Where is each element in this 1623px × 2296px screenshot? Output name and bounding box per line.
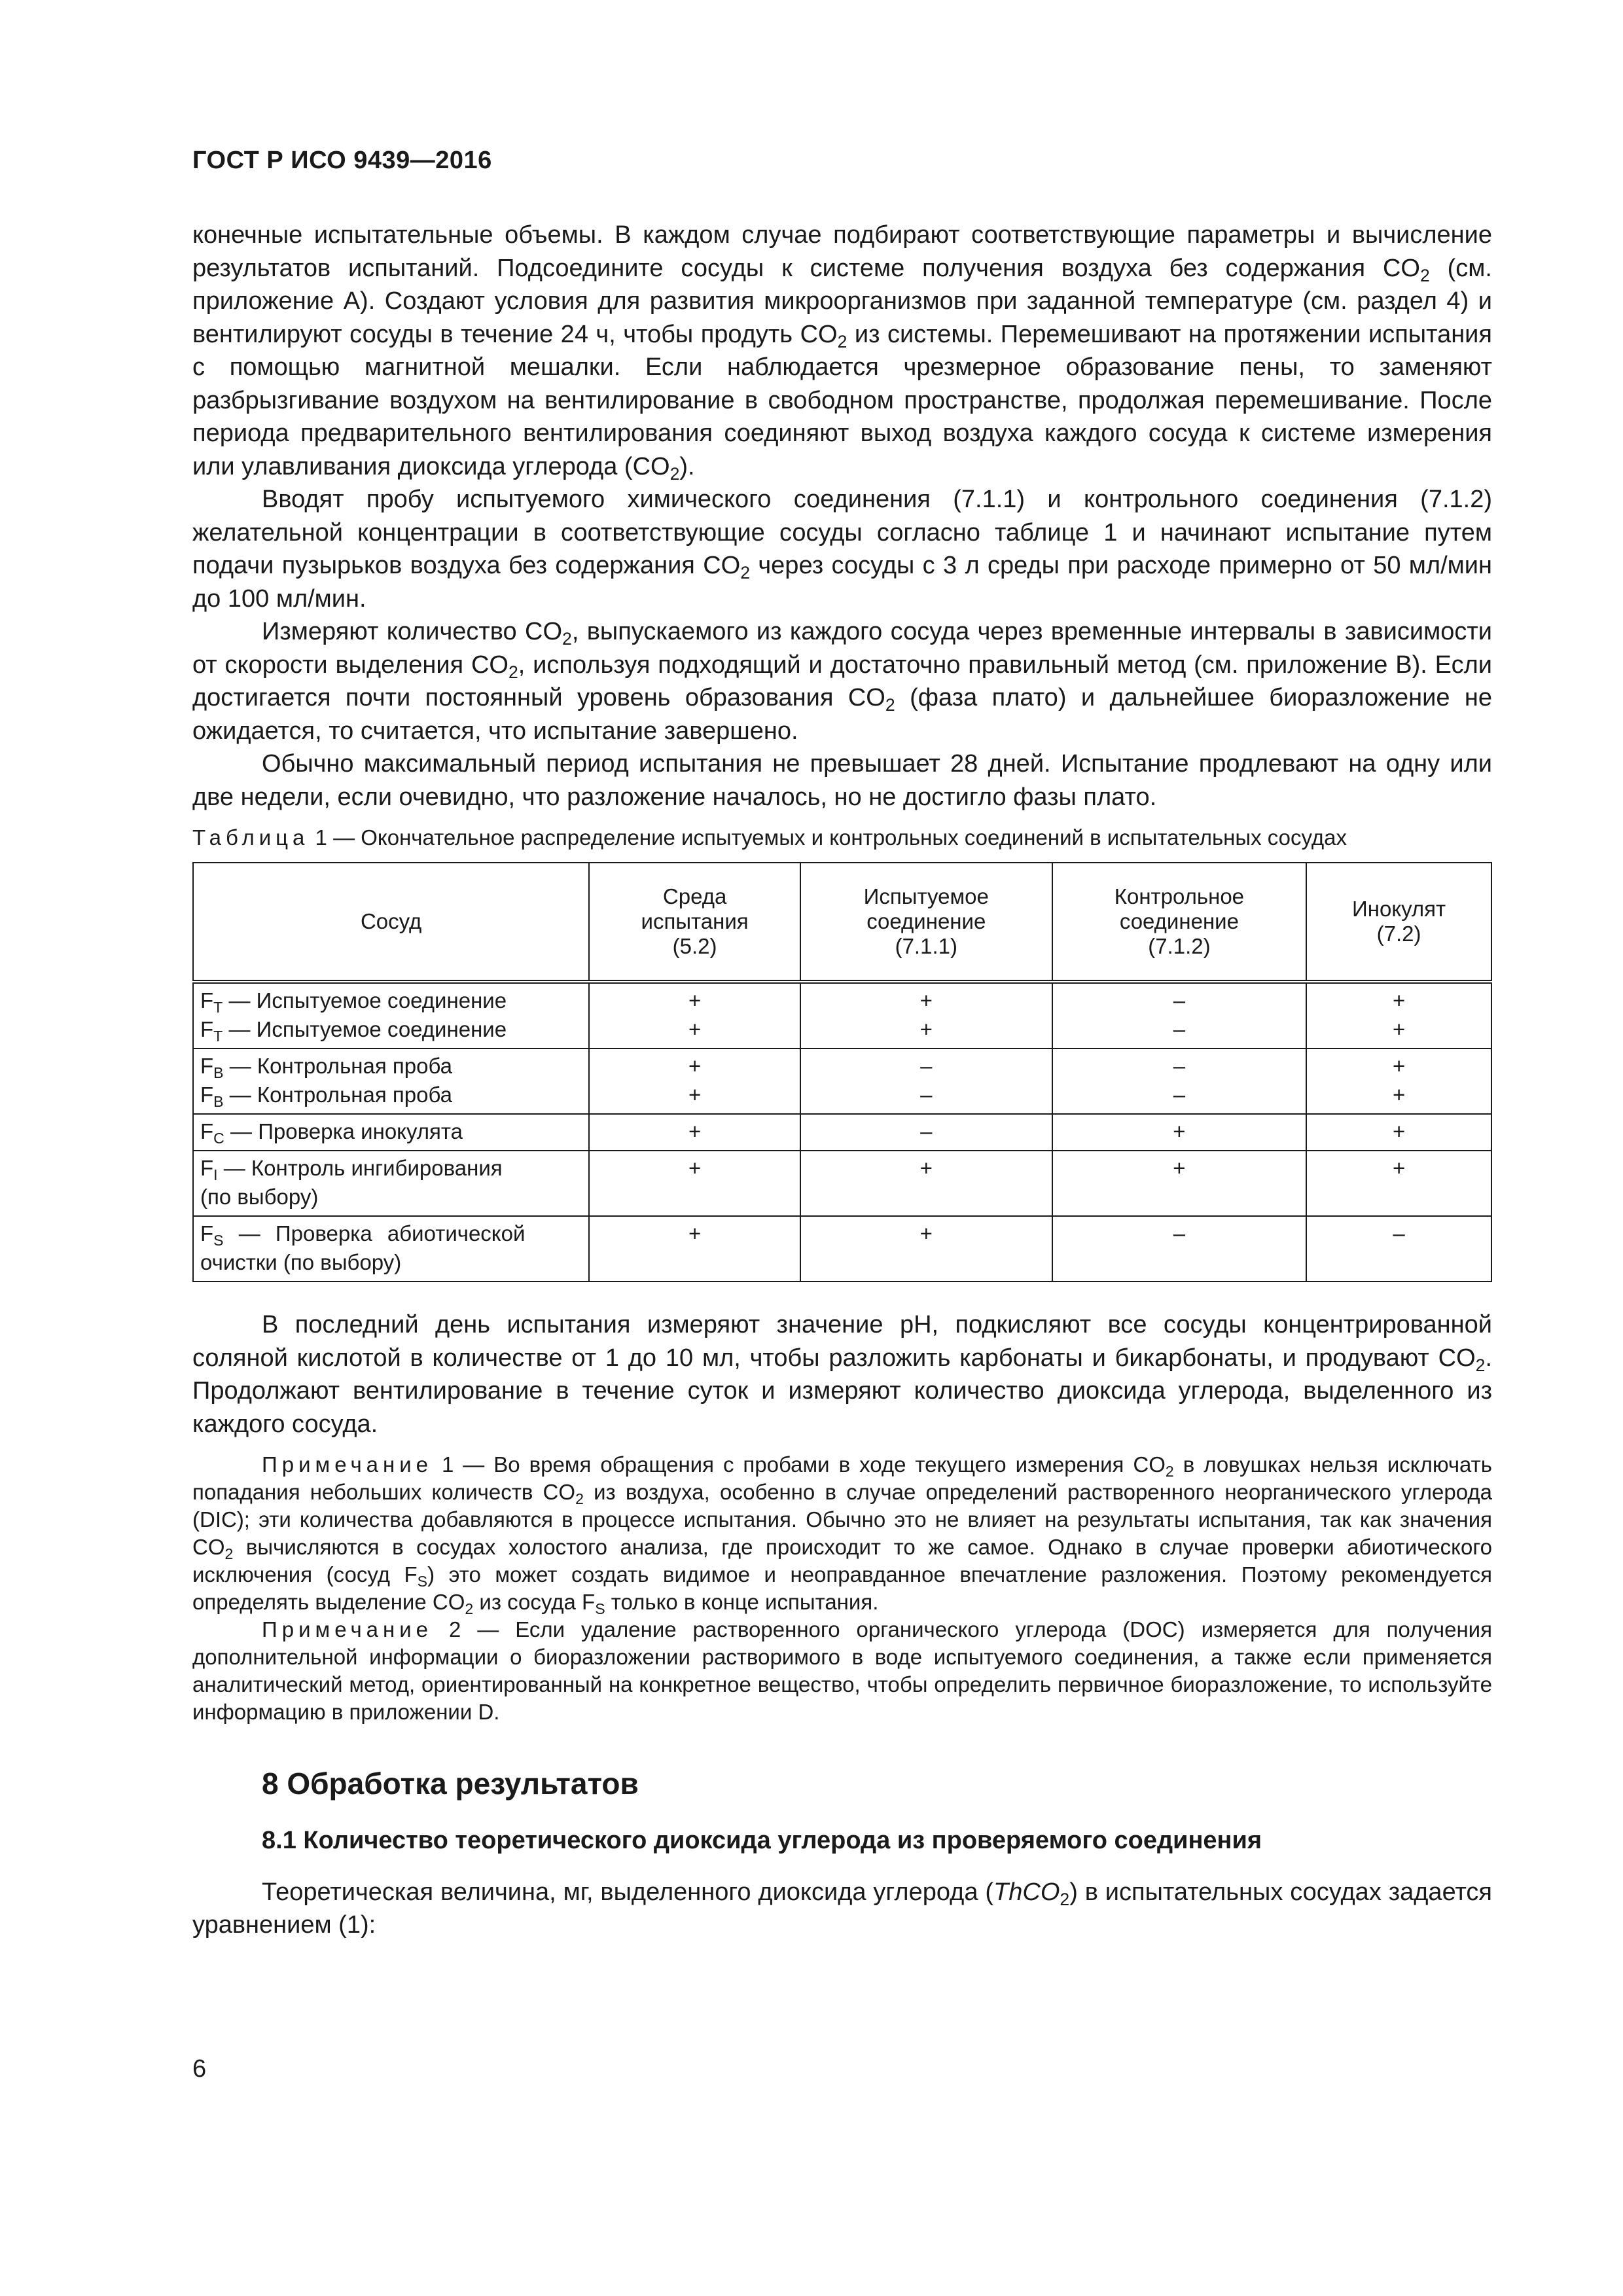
paragraph-1 (192, 219, 1492, 483)
vessel-label: — Проверка инокулята (224, 1119, 463, 1143)
text-run: из системы. Перемешивают на протяжении испытания с помощью магнитной мешалки. Если наблюдается чрезмерное образование пены, то заменяют разбрызгивание воздухом на вентилирование в свободном пространстве, продолжая перемешивание. После периода предварительного вентилирования соединяют выход воздуха каждого сосуда к системе измерения или улавливания диоксида углерода (CO (192, 320, 1492, 480)
cell-test: + (800, 1216, 1052, 1282)
header-text: (7.2) (1376, 922, 1421, 946)
text-run: из воздуха, особенно в случае определений растворенного неорганического углерода (DIC); эти количества добавляются в процессе испытания. Обычно это не влияет на результаты испытания, так как значения CO (192, 1480, 1492, 1559)
vessel-label: очистки (по выбору) (200, 1250, 402, 1274)
vessel-label: — Испытуемое соединение (223, 988, 507, 1013)
cell-inoculum (1306, 1049, 1491, 1114)
cell-medium: + (589, 1216, 800, 1282)
cell-vessel (193, 1216, 589, 1282)
subscript: S (213, 1231, 224, 1249)
text-run: , выпускаемого из каждого сосуда через временные интервалы в зависимости от скорости выделения CO (192, 618, 1492, 679)
section-8-title: 8 Обработка результатов (262, 1767, 639, 1801)
cell-vessel (193, 1049, 589, 1114)
cell-vessel (193, 1114, 589, 1151)
cell-mark: + (688, 1083, 702, 1107)
cell-medium (589, 1049, 800, 1114)
paragraph-3 (192, 615, 1492, 747)
cell-test (800, 982, 1052, 1049)
text-run: (фаза плато) и дальнейшее биоразложение не ожидается, то считается, что испытание завершено. (192, 684, 1492, 745)
table-row (193, 982, 1491, 1049)
vessel-symbol: F (200, 1156, 214, 1180)
subscript: 2 (1165, 1462, 1174, 1480)
cell-test: – (800, 1114, 1052, 1151)
header-inoculum (1306, 863, 1491, 982)
cell-mark: + (919, 1017, 933, 1041)
table-row (193, 1216, 1491, 1282)
cell-vessel (193, 982, 589, 1049)
subscript: B (213, 1092, 224, 1110)
header-text: Испытуемое (863, 884, 989, 908)
page-number: 6 (192, 2055, 207, 2083)
vessel-label: — Контроль ингибирования (217, 1156, 503, 1180)
vessel-symbol: F (200, 988, 214, 1013)
header-text: испытания (641, 909, 749, 933)
cell-inoculum (1306, 982, 1491, 1049)
distribution-table (192, 862, 1492, 1282)
note-label: Примечание (262, 1452, 433, 1477)
vessel-symbol: F (200, 1054, 214, 1078)
subscript: 2 (1419, 265, 1430, 285)
text-run: Измеряют количество CO (262, 618, 563, 645)
subscript: C (213, 1129, 224, 1147)
cell-inoculum: + (1306, 1114, 1491, 1151)
note-2 (192, 1616, 1492, 1726)
cell-test: + (800, 1151, 1052, 1216)
header-vessel (193, 863, 589, 982)
vessel-label: — Проверка абиотической (223, 1221, 526, 1246)
vessel-label: — Контрольная проба (223, 1083, 452, 1107)
subscript: 2 (1475, 1355, 1486, 1375)
subscript: 2 (465, 1600, 474, 1617)
text-run: ) это может создать видимое и неоправданное впечатление разложения. Поэтому рекомендуется определять выделение CO (192, 1562, 1492, 1614)
text-run: , используя подходящий и достаточно правильный метод (см. приложение В). Если достигается почти постоянный уровень образования CO (192, 651, 1492, 711)
text-run: ). (679, 452, 695, 480)
text-run: через сосуды с 3 л среды при расходе примерно от 50 мл/мин до 100 мл/мин. (192, 552, 1492, 613)
cell-mark: – (1173, 1083, 1186, 1107)
text-run: Вводят пробу испытуемого химического соединения (7.1.1) и контрольного соединения (7.1.2) желательной концентрации в соответствующие сосуды согласно таблице 1 и начинают испытание путем подачи пузырьков воздуха без содержания CO (192, 486, 1492, 579)
header-text: Сосуд (360, 909, 422, 933)
paragraph-8-1 (192, 1876, 1492, 1942)
header-text: соединение (1119, 909, 1239, 933)
cell-reference: – (1052, 1216, 1307, 1282)
text-run: В последний день испытания измеряют значение pH, подкисляют все сосуды концентрированной соляной кислотой в количестве от 1 до 10 мл, чтобы разложить карбонаты и бикарбонаты, и продувают CO (192, 1311, 1492, 1372)
cell-mark: – (1173, 1017, 1186, 1041)
cell-mark: + (1392, 1017, 1406, 1041)
text-run: 2 — Если удаление растворенного органического углерода (DOC) измеряется для получения дополнительной информации о биоразложении растворимого в воде испытуемого соединения, а также если применяется аналитический метод, ориентированный на конкретное вещество, чтобы определить первичное биоразложение, то используйте информацию в приложении D. (192, 1617, 1492, 1724)
header-test-medium (589, 863, 800, 982)
vessel-label: (по выбору) (200, 1185, 319, 1209)
vessel-label: — Контрольная проба (223, 1054, 452, 1078)
cell-mark: + (688, 1054, 702, 1078)
cell-vessel (193, 1151, 589, 1216)
page-header-standard-id: ГОСТ Р ИСО 9439—2016 (192, 147, 492, 174)
header-text: соединение (866, 909, 986, 933)
subscript: 2 (837, 331, 847, 351)
subscript: 2 (1060, 1889, 1070, 1909)
cell-mark: – (1173, 988, 1186, 1013)
cell-medium: + (589, 1151, 800, 1216)
table-row (193, 1114, 1491, 1151)
text-run: только в конце испытания. (605, 1590, 879, 1614)
subscript: S (417, 1572, 428, 1590)
table-header-row (193, 863, 1491, 982)
subscript: 2 (562, 628, 572, 649)
cell-mark: + (688, 988, 702, 1013)
header-text: Среда (662, 884, 727, 908)
header-text: (7.1.1) (895, 934, 957, 958)
vessel-symbol: F (200, 1119, 214, 1143)
cell-medium: + (589, 1114, 800, 1151)
cell-reference: + (1052, 1114, 1307, 1151)
vessel-symbol: F (200, 1083, 214, 1107)
paragraph-2 (192, 483, 1492, 615)
cell-reference (1052, 982, 1307, 1049)
vessel-symbol: F (200, 1221, 214, 1246)
cell-inoculum: + (1306, 1151, 1491, 1216)
header-text: (5.2) (672, 934, 717, 958)
cell-inoculum: – (1306, 1216, 1491, 1282)
text-run: 1 — Во время обращения с пробами в ходе текущего измерения CO (433, 1452, 1166, 1477)
table-caption-text: 1 — Окончательное распределение испытуемых и контрольных соединений в испытательных сосудах (309, 825, 1347, 850)
subscript: 2 (669, 463, 680, 484)
cell-mark: + (1392, 988, 1406, 1013)
table-caption (192, 824, 1492, 852)
header-text: Инокулят (1352, 897, 1446, 921)
header-text: Контрольное (1114, 884, 1245, 908)
cell-mark: – (920, 1054, 933, 1078)
subscript: B (213, 1064, 224, 1081)
text-run: . Продолжают вентилирование в течение суток и измеряют количество диоксида углерода, выделенного из каждого сосуда. (192, 1344, 1492, 1438)
paragraph-4: Обычно максимальный период испытания не превышает 28 дней. Испытание продлевают на одну или две недели, если очевидно, что разложение началось, но не достигло фазы плато. (192, 750, 1492, 811)
note-1 (192, 1451, 1492, 1616)
header-test-compound (800, 863, 1052, 982)
text-run: из сосуда F (473, 1590, 596, 1614)
section-8-1-title: 8.1 Количество теоретического диоксида углерода из проверяемого соединения (262, 1827, 1262, 1854)
cell-reference: + (1052, 1151, 1307, 1216)
subscript: T (213, 1027, 223, 1045)
page-content (192, 219, 1492, 1942)
subscript: T (213, 998, 223, 1016)
formula-symbol: ThCO (993, 1878, 1060, 1906)
subscript: 2 (740, 562, 751, 583)
subscript: 2 (224, 1545, 234, 1562)
note-label: Примечание (262, 1617, 433, 1641)
subscript: 2 (575, 1490, 584, 1507)
paragraph-5 (192, 1308, 1492, 1441)
table-caption-label: Таблица (192, 825, 310, 850)
vessel-label: — Испытуемое соединение (223, 1017, 507, 1041)
cell-mark: + (688, 1017, 702, 1041)
text-run: в ловушках нельзя исключать попадания небольших количеств CO (192, 1452, 1492, 1504)
text-run: Теоретическая величина, мг, выделенного диоксида углерода ( (262, 1878, 994, 1906)
text-run: (см. приложение А). Создают условия для развития микроорганизмов при заданной температуре (см. раздел 4) и вентилируют сосуды в течение 24 ч, чтобы продуть CO (192, 254, 1492, 348)
subscript: 2 (508, 662, 518, 682)
header-reference-compound (1052, 863, 1307, 982)
text-run: ) в испытательных сосудах задается уравнением (1): (192, 1878, 1492, 1939)
table-row (193, 1151, 1491, 1216)
vessel-symbol: F (200, 1017, 214, 1041)
table-row (193, 1049, 1491, 1114)
cell-mark: + (1392, 1054, 1406, 1078)
text-run: вычисляются в сосудах холостого анализа, где происходит то же самое. Однако в случае проверки абиотического исключения (сосуд F (192, 1535, 1492, 1587)
cell-test (800, 1049, 1052, 1114)
cell-mark: – (920, 1083, 933, 1107)
subscript: 2 (885, 694, 895, 715)
header-text: (7.1.2) (1148, 934, 1211, 958)
cell-medium (589, 982, 800, 1049)
cell-mark: – (1173, 1054, 1186, 1078)
cell-mark: + (1392, 1083, 1406, 1107)
subscript: I (213, 1166, 218, 1183)
text-run: конечные испытательные объемы. В каждом случае подбирают соответствующие параметры и вычисление результатов испытаний. Подсоедините сосуды к системе получения воздуха без содержания CO (192, 221, 1492, 282)
cell-mark: + (919, 988, 933, 1013)
cell-reference (1052, 1049, 1307, 1114)
subscript: S (595, 1600, 605, 1617)
